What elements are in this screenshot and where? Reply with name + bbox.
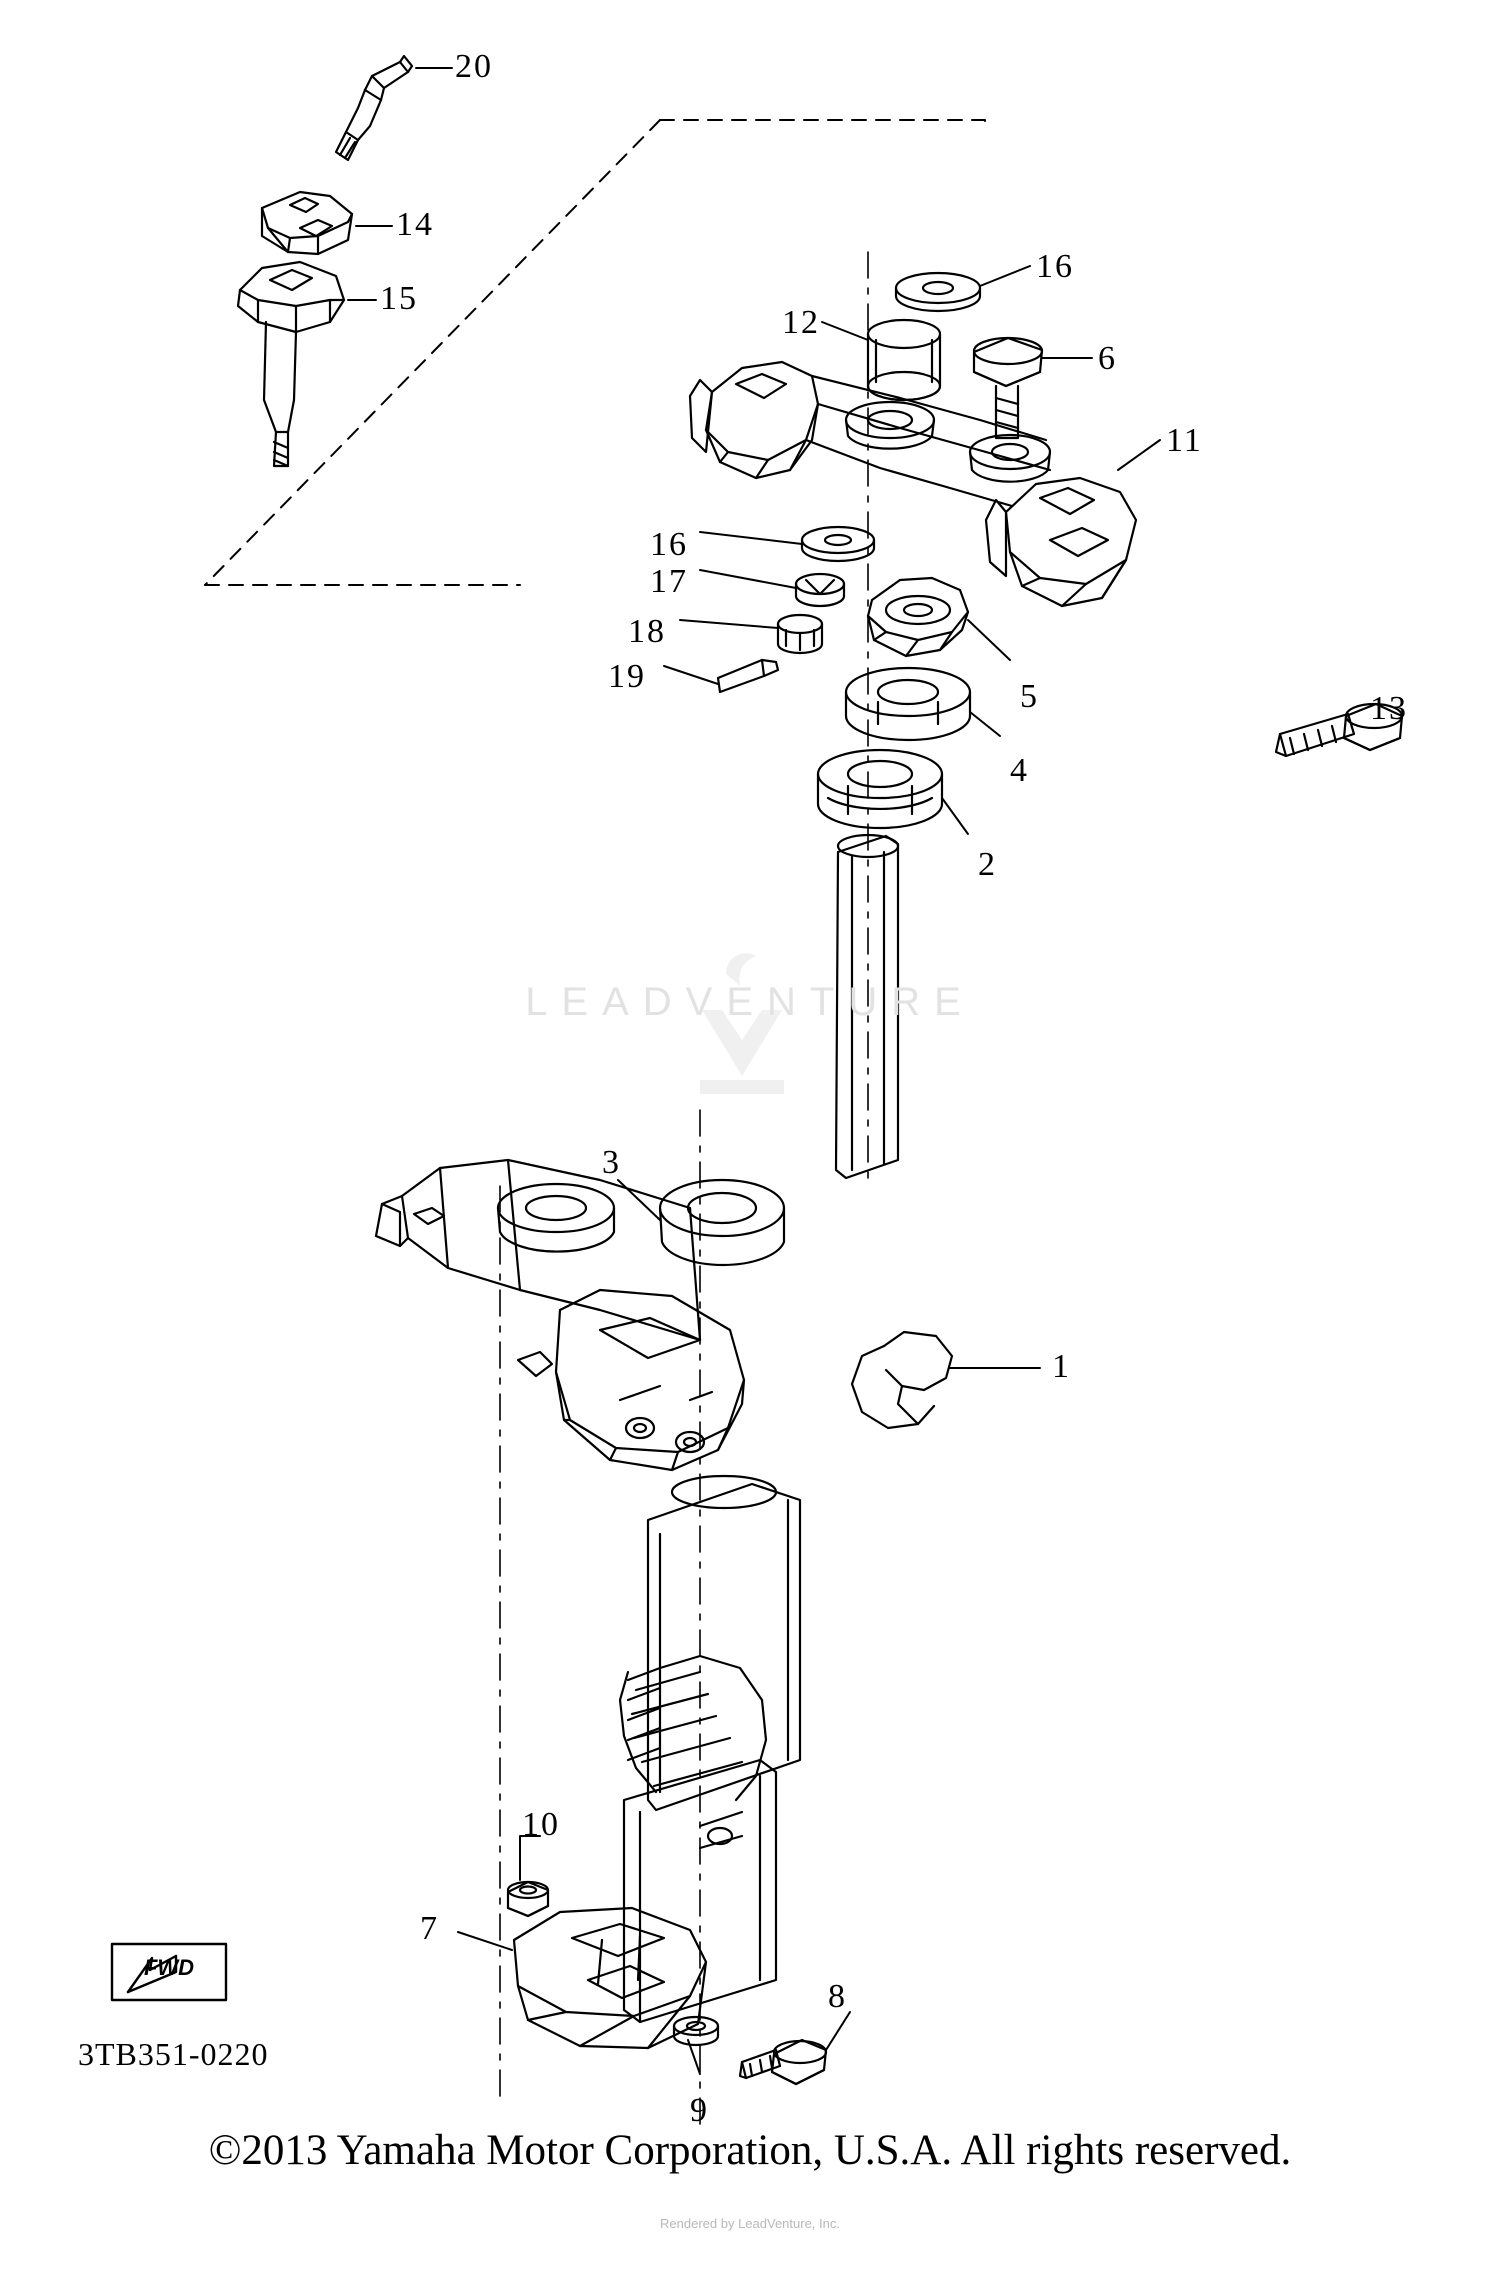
callout-13: 13	[1370, 690, 1408, 727]
callout-3: 3	[602, 1144, 621, 1181]
callout-9: 9	[690, 2092, 709, 2129]
fwd-label: FWD	[143, 1955, 195, 1980]
render-credit: Rendered by LeadVenture, Inc.	[660, 2216, 840, 2231]
callout-12: 12	[782, 304, 820, 341]
copyright-notice: ©2013 Yamaha Motor Corporation, U.S.A. All rights reserved.	[208, 2127, 1292, 2174]
callout-4: 4	[1010, 752, 1029, 789]
callout-20: 20	[455, 48, 493, 85]
callout-15: 15	[380, 280, 418, 317]
watermark-logo-icon	[700, 953, 784, 1094]
callout-7: 7	[420, 1910, 439, 1947]
callout-2: 2	[978, 846, 997, 883]
callout-11: 11	[1166, 422, 1203, 459]
callout-18: 18	[628, 613, 666, 650]
callout-5: 5	[1020, 678, 1039, 715]
callout-16-top: 16	[1036, 248, 1074, 285]
callout-17: 17	[650, 563, 688, 600]
callout-1: 1	[1052, 1348, 1071, 1385]
callout-10: 10	[522, 1806, 560, 1843]
callout-8: 8	[828, 1978, 847, 2015]
callout-16-second: 16	[650, 526, 688, 563]
callout-14: 14	[396, 206, 434, 243]
watermark-text: LEADVENTURE	[525, 980, 975, 1024]
callout-6: 6	[1098, 340, 1117, 377]
part-13-bolt	[1250, 700, 1450, 830]
diagram-part-number: 3TB351-0220	[78, 2036, 269, 2072]
callout-19: 19	[608, 658, 646, 695]
